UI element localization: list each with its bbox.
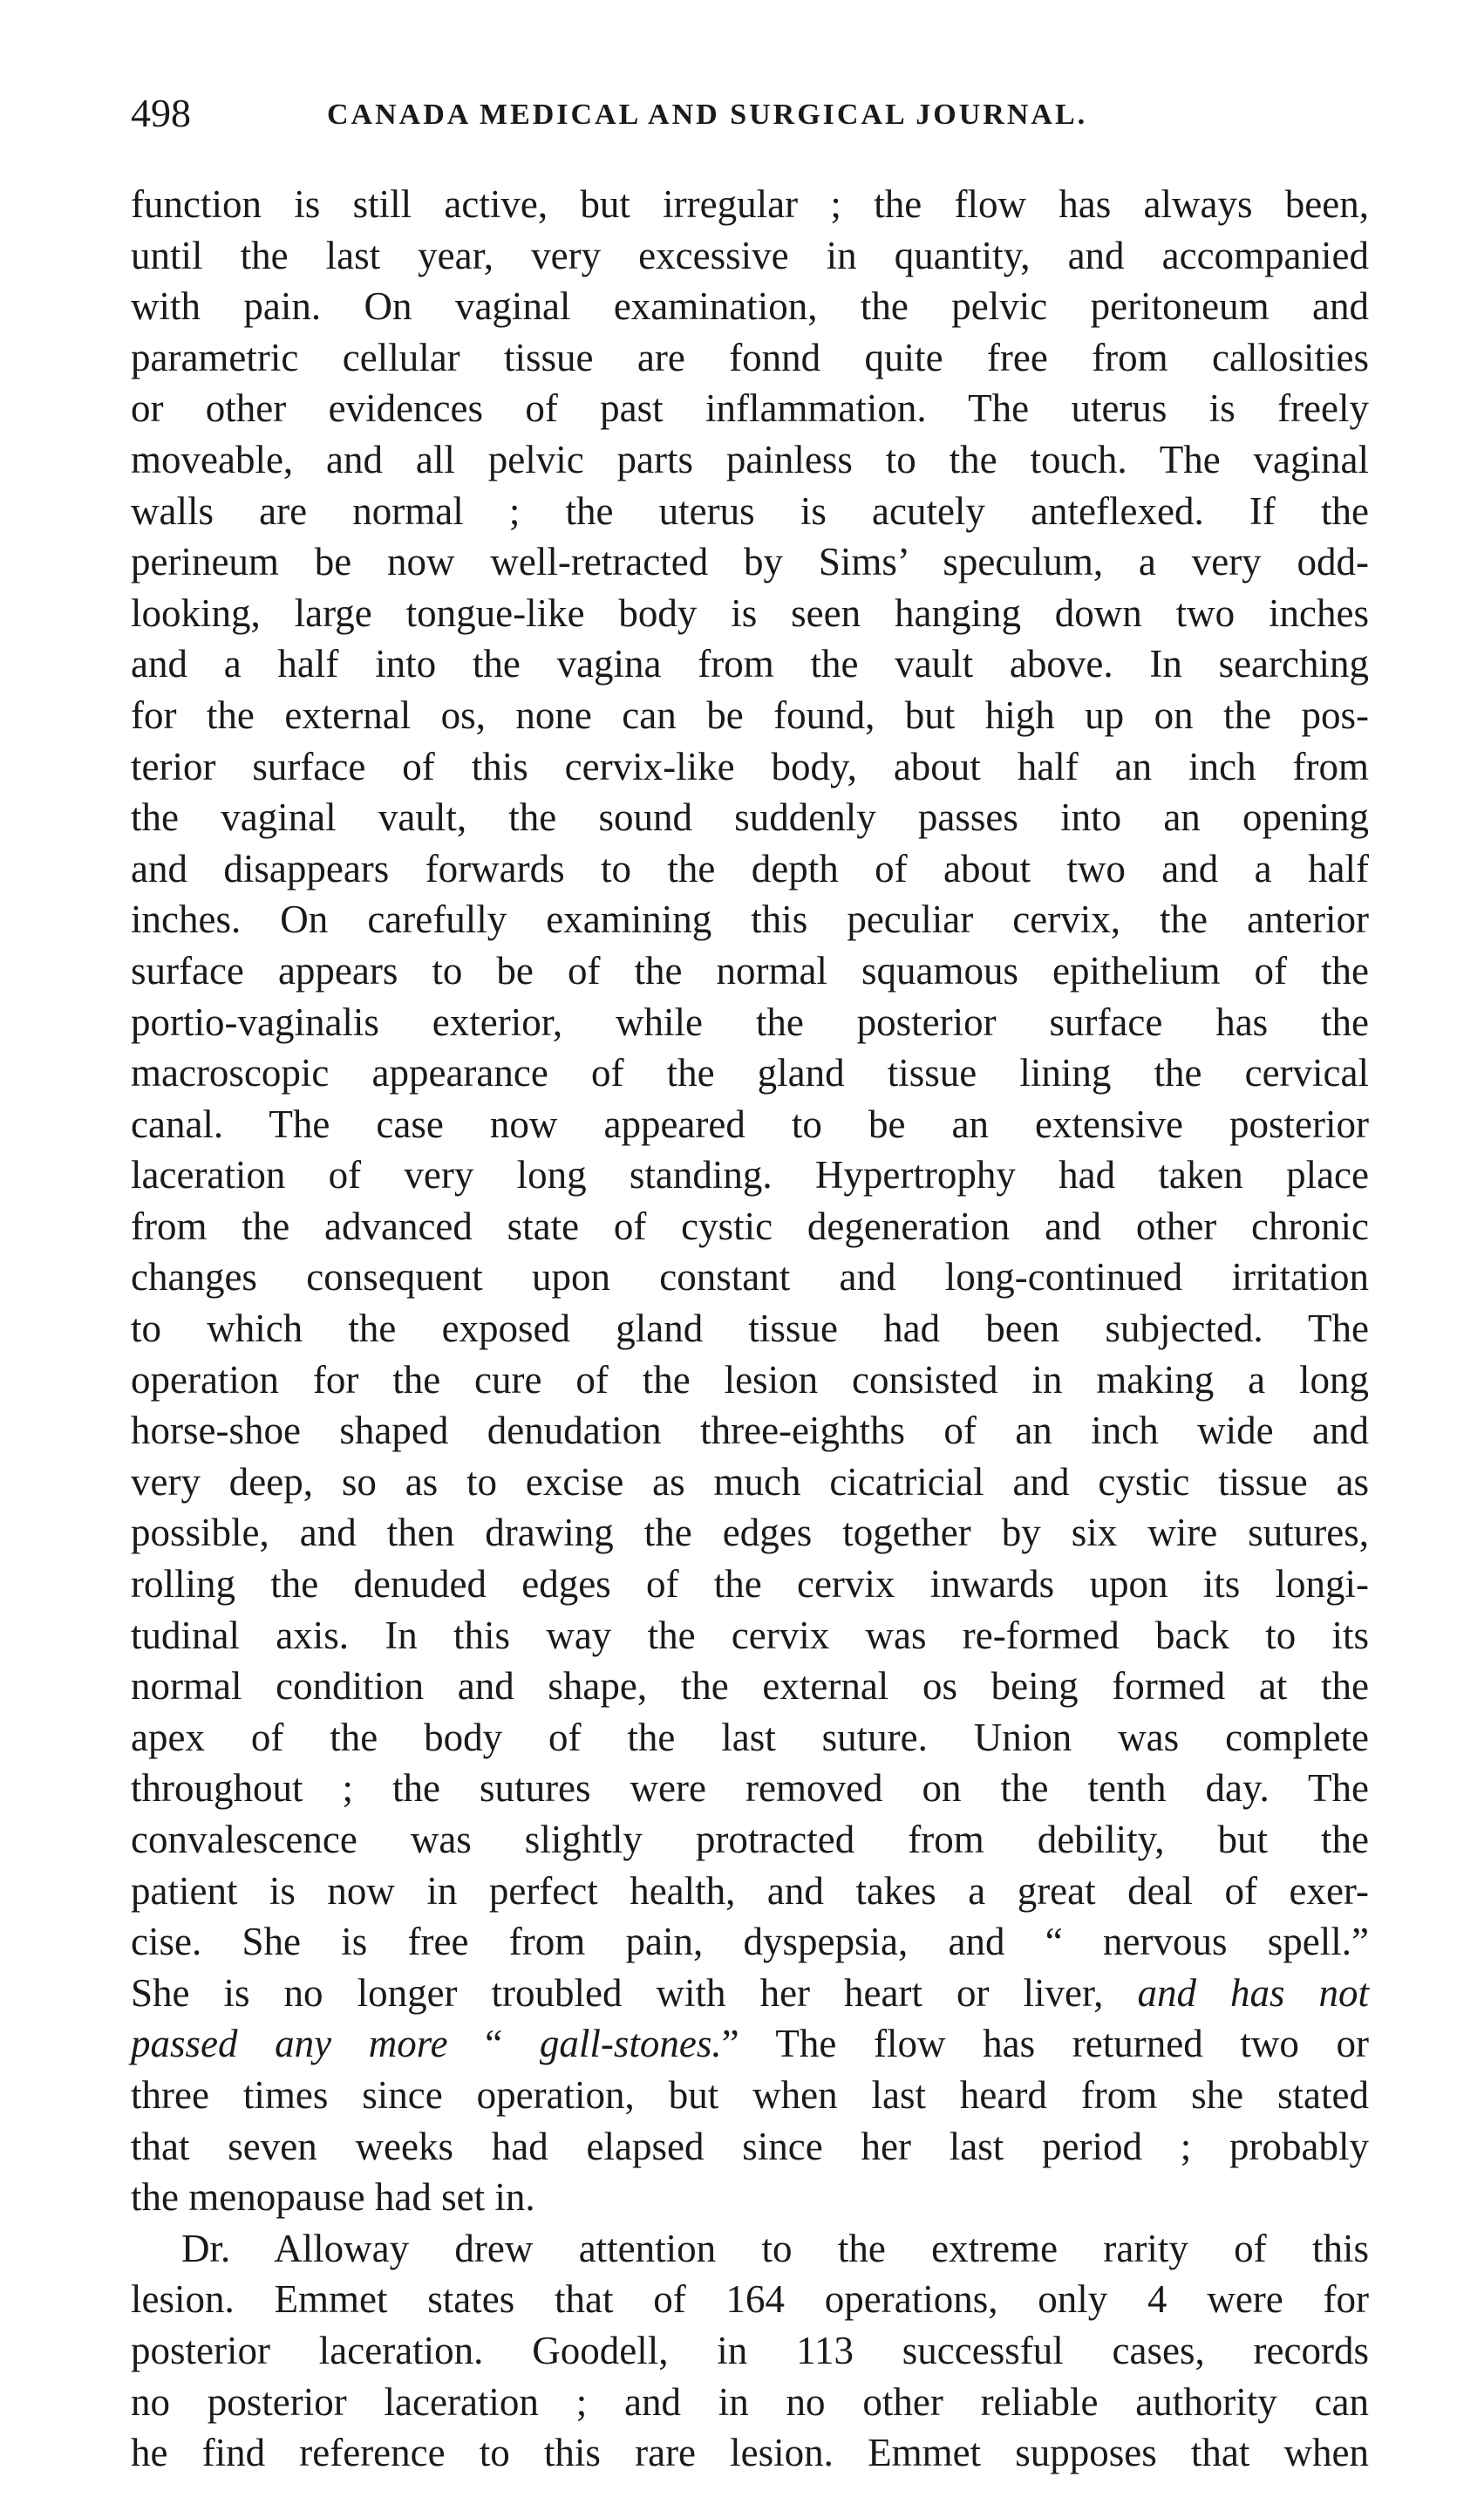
text-line: with pain. On vaginal examination, the pelvic peritoneum and — [131, 284, 1369, 329]
text-line: rolling the denuded edges of the cervix inwards upon its longi- — [131, 1562, 1369, 1607]
text-line: perineum be now well-retracted by Sims’ speculum, a very odd- — [131, 540, 1369, 584]
text-line: from the advanced state of cystic degeneration and other chronic — [131, 1204, 1369, 1248]
text-segment: She is no longer troubled with her heart or liver, — [131, 1970, 1104, 2015]
text-line: operation for the cure of the lesion consisted in making a long — [131, 1357, 1369, 1402]
text-line: inches. On carefully examining this peculiar cervix, the anterior — [131, 897, 1369, 942]
text-line: that seven weeks had elapsed since her last period ; probably — [131, 2124, 1369, 2168]
text-line: three times since operation, but when last heard from she stated — [131, 2072, 1369, 2117]
body-text — [131, 179, 1369, 2479]
text-segment: “ — [447, 2022, 540, 2066]
text-line: the vaginal vault, the sound suddenly passes into an opening — [131, 795, 1369, 840]
text-line-with-italic — [131, 1968, 1369, 2019]
text-line: terior surface of this cervix-like body, about half an inch from — [131, 744, 1369, 788]
text-line: and disappears forwards to the depth of about two and a half — [131, 846, 1369, 891]
italic-phrase: and has not — [1137, 1970, 1370, 2015]
text-line: changes consequent upon constant and long-continued irritation — [131, 1255, 1369, 1300]
text-line: to which the exposed gland tissue had been subjected. The — [131, 1307, 1369, 1351]
text-line: throughout ; the sutures were removed on the tenth day. The — [131, 1766, 1369, 1811]
paragraph-case-report — [131, 179, 1369, 2223]
text-line: macroscopic appearance of the gland tissue lining the cervical — [131, 1051, 1369, 1095]
text-line: normal condition and shape, the external os being formed at the — [131, 1664, 1369, 1709]
text-line: until the last year, very excessive in quantity, and accompanied — [131, 233, 1369, 277]
text-line: posterior laceration. Goodell, in 113 successful cases, records — [131, 2328, 1369, 2372]
italic-phrase: passed any more — [131, 2022, 448, 2066]
text-line: moveable, and all pelvic parts painless to the touch. The vaginal — [131, 437, 1369, 481]
text-line: Dr. Alloway drew attention to the extreme rarity of this — [181, 2226, 1369, 2270]
text-line-with-italic — [131, 2018, 1369, 2070]
text-line: surface appears to be of the normal squamous epithelium of the — [131, 948, 1369, 993]
text-line: he find reference to this rare lesion. Emmet supposes that when — [131, 2431, 1369, 2475]
text-line: tudinal axis. In this way the cervix was re-formed back to its — [131, 1613, 1369, 1657]
text-line: apex of the body of the last suture. Union was complete — [131, 1715, 1369, 1759]
text-segment: ” The flow has returned two or — [721, 2022, 1369, 2066]
page-number: 498 — [131, 91, 191, 135]
text-line: parametric cellular tissue are fonnd quite free from callosities — [131, 335, 1369, 379]
text-line: very deep, so as to excise as much cicatricial and cystic tissue as — [131, 1459, 1369, 1504]
text-line: walls are normal ; the uterus is acutely anteflexed. If the — [131, 488, 1369, 533]
text-line: cise. She is free from pain, dyspepsia, and “ nervous spell.” — [131, 1920, 1369, 1964]
text-line: convalescence was slightly protracted from debility, but the — [131, 1818, 1369, 1861]
text-line: portio-vaginalis exterior, while the posterior surface has the — [131, 1000, 1369, 1044]
paragraph-discussion — [131, 2223, 1369, 2479]
text-line: laceration of very long standing. Hypertrophy had taken place — [131, 1153, 1369, 1198]
text-line: possible, and then drawing the edges together by six wire sutures, — [131, 1511, 1369, 1555]
text-line: looking, large tongue-like body is seen hanging down two inches — [131, 590, 1369, 635]
text-line: patient is now in perfect health, and takes a great deal of exer- — [131, 1868, 1369, 1913]
text-line: no posterior laceration ; and in no other reliable authority can — [131, 2379, 1369, 2424]
text-line: for the external os, none can be found, but high up on the pos- — [131, 693, 1369, 737]
running-head — [131, 87, 1369, 140]
italic-phrase: gall-stones. — [539, 2022, 722, 2066]
journal-title: CANADA MEDICAL AND SURGICAL JOURNAL. — [327, 99, 1088, 131]
text-line: and a half into the vagina from the vault above. In searching — [131, 642, 1369, 686]
text-line: the menopause had set in. — [131, 2175, 535, 2220]
text-line: or other evidences of past inflammation. The uterus is freely — [131, 386, 1369, 431]
text-line: canal. The case now appeared to be an extensive posterior — [131, 1102, 1369, 1146]
text-line: horse-shoe shaped denudation three-eighths of an inch wide and — [131, 1409, 1369, 1453]
text-line: function is still active, but irregular ; the flow has always been, — [131, 182, 1369, 226]
text-line: lesion. Emmet states that of 164 operations, only 4 were for — [131, 2277, 1369, 2322]
